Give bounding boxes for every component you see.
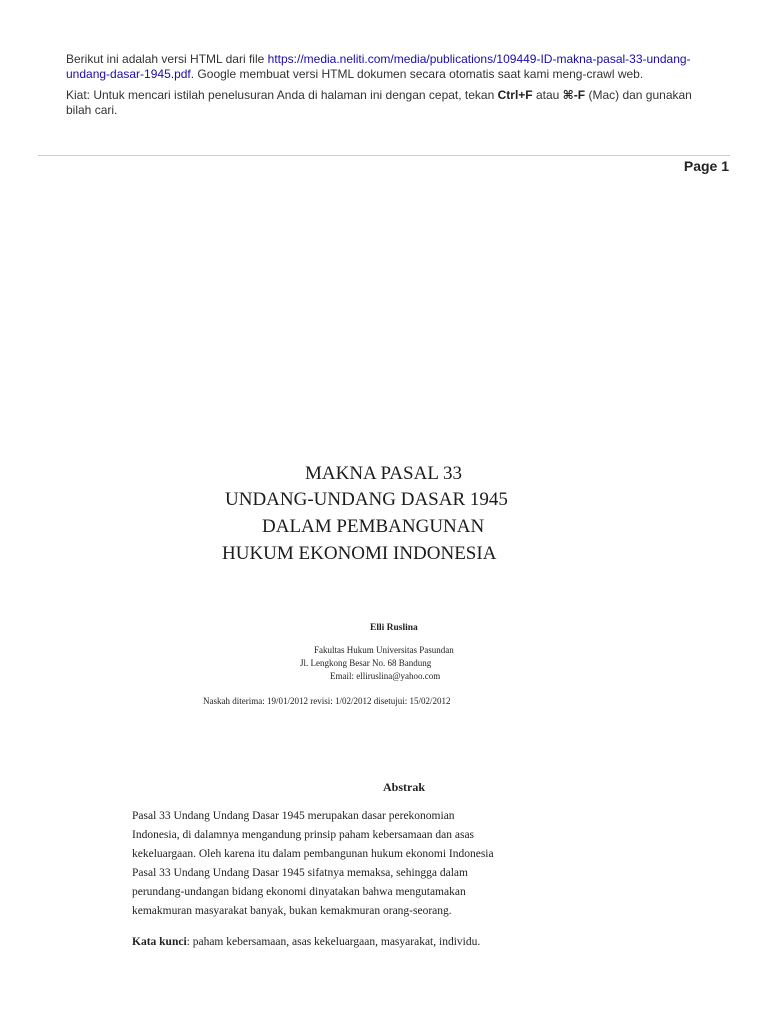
keywords-text: : paham kebersamaan, asas kekeluargaan, masyarakat, individu. [186, 936, 481, 948]
submission-dates: Naskah diterima: 19/01/2012 revisi: 1/02/2012 disetujui: 15/02/2012 [203, 696, 451, 706]
author-affiliation: Fakultas Hukum Universitas Pasundan [314, 645, 454, 655]
search-tip [66, 88, 706, 118]
cache-intro-prefix: Berikut ini adalah versi HTML dari file [66, 52, 268, 66]
shortcut-ctrl-f: Ctrl+F [497, 88, 533, 102]
title-line-4: HUKUM EKONOMI INDONESIA [222, 543, 497, 564]
cache-intro-suffix: . Google membuat versi HTML dokumen secara otomatis saat kami meng-crawl web. [190, 67, 644, 81]
cache-notice [66, 52, 706, 124]
abstract-heading: Abstrak [382, 780, 425, 794]
abstract-body [132, 807, 552, 921]
shortcut-cmd-f: ⌘-F [562, 88, 586, 102]
author-address: Jl. Lengkong Besar No. 68 Bandung [300, 658, 432, 668]
tip-suffix: (Mac) dan gunakan bilah cari. [66, 88, 692, 117]
source-pdf-link[interactable]: https://media.neliti.com/media/publications/109449-ID-makna-pasal-33-undang-undang-dasar-1945.pdf [66, 52, 691, 81]
cache-intro [66, 52, 706, 82]
abstract-line: Pasal 33 Undang Undang Dasar 1945 merupakan dasar perekonomian [132, 810, 455, 822]
keywords-label: Kata kunci [132, 936, 187, 948]
author-email: Email: elliruslina@yahoo.com [330, 671, 441, 681]
title-line-2: UNDANG-UNDANG DASAR 1945 [225, 489, 508, 510]
header-divider [38, 155, 730, 156]
abstract-line: kemakmuran masyarakat banyak, bukan kemakmuran orang-seorang. [132, 905, 452, 917]
tip-middle: atau [532, 88, 563, 102]
title-line-1: MAKNA PASAL 33 [305, 463, 462, 484]
abstract-line: Pasal 33 Undang Undang Dasar 1945 sifatnya memaksa, sehingga dalam [132, 867, 468, 879]
page-number-label: Page 1 [683, 158, 729, 174]
abstract-line: kekeluargaan. Oleh karena itu dalam pembangunan hukum ekonomi Indonesia [132, 848, 494, 860]
author-name: Elli Ruslina [370, 623, 418, 633]
tip-prefix: Kiat: Untuk mencari istilah penelusuran Anda di halaman ini dengan cepat, tekan [66, 88, 498, 102]
keywords [132, 934, 480, 950]
abstract-line: perundang-undangan bidang ekonomi dinyatakan bahwa mengutamakan [132, 886, 466, 898]
abstract-line: Indonesia, di dalamnya mengandung prinsip paham kebersamaan dan asas [132, 829, 475, 841]
title-line-3: DALAM PEMBANGUNAN [262, 516, 485, 537]
